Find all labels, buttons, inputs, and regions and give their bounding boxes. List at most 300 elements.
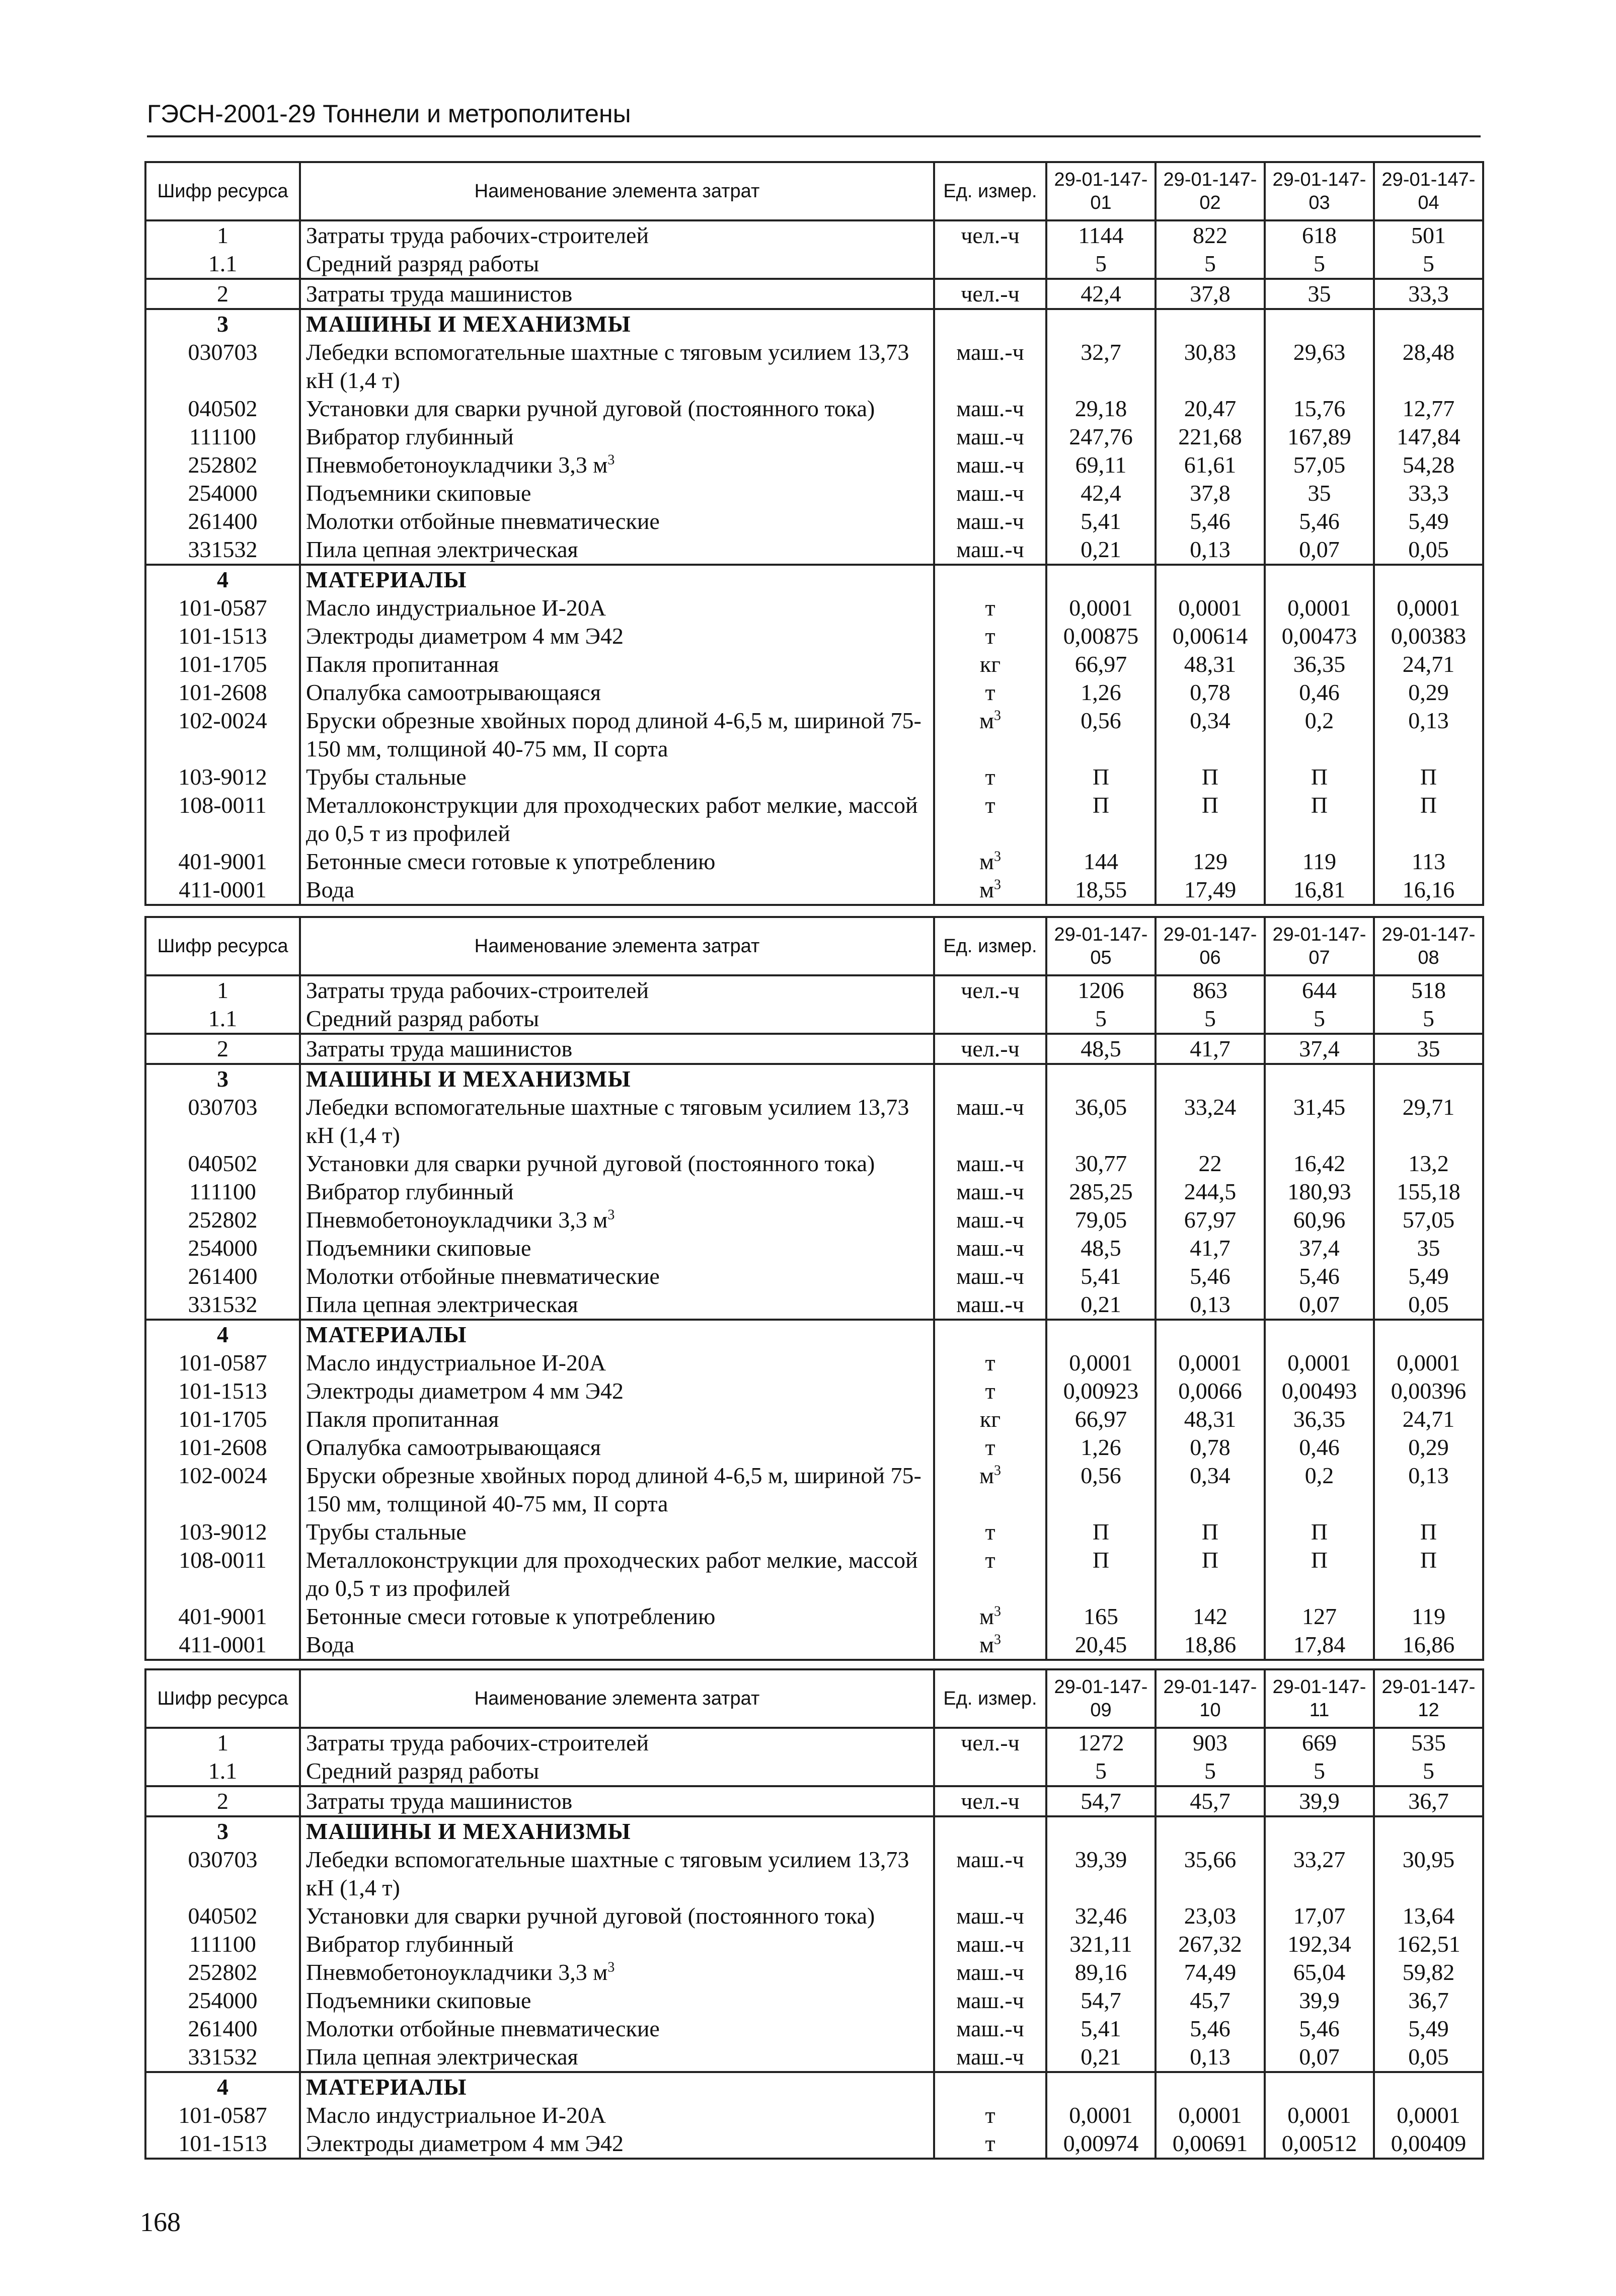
norm-value: [1046, 594, 1156, 622]
unit-text: маш.-ч: [956, 1094, 1024, 1120]
norm-value-text: 669: [1302, 1730, 1337, 1755]
norm-value-text: 57,05: [1293, 452, 1346, 478]
norm-value-text: 165: [1084, 1603, 1118, 1629]
norm-value: [1046, 507, 1156, 535]
col-header-unit: Ед. измер.: [934, 162, 1046, 220]
norm-value: [1046, 1986, 1156, 2015]
unit-text: чел.-ч: [961, 1788, 1020, 1814]
unit: [934, 565, 1046, 594]
norm-value: [1156, 1846, 1265, 1902]
norm-value: [1374, 678, 1483, 707]
norm-value-text: 0,00493: [1281, 1378, 1357, 1404]
norm-value: [1046, 1234, 1156, 1262]
resource-code-text: 401-9001: [178, 1603, 267, 1629]
norm-value-text: 5,46: [1190, 2016, 1230, 2041]
norm-value: [1374, 975, 1483, 1005]
norm-value-text: П: [1092, 1519, 1110, 1545]
norm-value: [1265, 763, 1374, 791]
norm-value: [1156, 1064, 1265, 1093]
norm-value: [1046, 1064, 1156, 1093]
norm-value-text: 89,16: [1074, 1959, 1127, 1985]
resource-code-text: 3: [217, 311, 228, 337]
norm-value: [1374, 507, 1483, 535]
resource-name: [300, 763, 934, 791]
table-row: [145, 1546, 1483, 1602]
norm-value: [1265, 535, 1374, 565]
resource-name-text: МАШИНЫ И МЕХАНИЗМЫ: [306, 1818, 631, 1844]
unit: [934, 1433, 1046, 1462]
resource-name-text: МАТЕРИАЛЫ: [306, 567, 467, 592]
resource-name: [300, 1631, 934, 1660]
resource-name-text: Бруски обрезные хвойных пород длиной 4-6,5 м, шириной 75-150 мм, толщиной 40-75 мм, II сорта: [306, 708, 921, 761]
table-row: [145, 1405, 1483, 1433]
norm-value: [1374, 2015, 1483, 2043]
resource-name: [300, 395, 934, 423]
norm-value-text: 33,24: [1184, 1094, 1237, 1120]
norm-value: [1265, 1518, 1374, 1546]
resource-code-text: 3: [217, 1066, 228, 1092]
norm-value-text: 0,13: [1408, 708, 1449, 733]
resource-code-text: 331532: [188, 1291, 258, 1317]
norm-value: [1374, 1377, 1483, 1405]
norm-value: [1046, 707, 1156, 763]
norm-value: [1265, 2043, 1374, 2072]
norm-value-text: 45,7: [1190, 1788, 1230, 1814]
norm-value: [1046, 2101, 1156, 2129]
norm-value-text: 0,00409: [1391, 2130, 1467, 2156]
norm-value: [1046, 1902, 1156, 1930]
norm-value-text: 29,63: [1293, 339, 1346, 365]
norm-value-text: 0,46: [1299, 1434, 1340, 1460]
norm-value: [1046, 1786, 1156, 1816]
resource-code: [145, 1930, 300, 1958]
resource-code: [145, 1405, 300, 1433]
norm-value-text: 0,13: [1190, 2044, 1230, 2070]
norm-value: [1046, 1150, 1156, 1178]
norm-value-text: 0,00875: [1063, 623, 1139, 649]
resource-name-text: Пила цепная электрическая: [306, 1291, 578, 1317]
resource-code-text: 252802: [188, 1959, 258, 1985]
resource-name: [300, 1093, 934, 1150]
norm-value: [1156, 309, 1265, 338]
resource-code: [145, 791, 300, 848]
resource-code-text: 111100: [189, 424, 256, 449]
resource-code: [145, 1349, 300, 1377]
table-row: [145, 1846, 1483, 1902]
resource-name: [300, 338, 934, 395]
norm-value-text: 79,05: [1074, 1207, 1127, 1233]
resource-name: [300, 1377, 934, 1405]
table-row: [145, 507, 1483, 535]
resource-code-text: 101-1705: [178, 651, 267, 677]
norm-value-text: 5: [1314, 1758, 1325, 1784]
norm-value: [1156, 535, 1265, 565]
unit: [934, 763, 1046, 791]
table-row: [145, 1902, 1483, 1930]
norm-value: [1156, 1602, 1265, 1631]
resource-name: [300, 1757, 934, 1786]
resource-name: [300, 2015, 934, 2043]
norm-value: [1156, 250, 1265, 279]
resource-name-text: Молотки отбойные пневматические: [306, 508, 660, 534]
norm-value-text: 285,25: [1069, 1179, 1133, 1204]
norm-value-text: 0,07: [1299, 1291, 1340, 1317]
resource-code-text: 1.1: [208, 251, 238, 276]
resource-name: [300, 1846, 934, 1902]
resource-name: [300, 309, 934, 338]
resource-code: [145, 707, 300, 763]
unit-text: маш.-ч: [956, 1207, 1024, 1233]
norm-value-text: 167,89: [1287, 424, 1351, 449]
norm-value: [1156, 2101, 1265, 2129]
norm-value-text: 5: [1095, 1758, 1107, 1784]
norm-value-text: П: [1420, 792, 1437, 818]
resource-code-text: 261400: [188, 2016, 258, 2041]
resource-code-text: 101-0587: [178, 595, 267, 621]
resource-name-text: Пакля пропитанная: [306, 651, 499, 677]
norm-value-text: 54,7: [1081, 1987, 1121, 2013]
norm-value: [1046, 565, 1156, 594]
resource-code: [145, 1234, 300, 1262]
resource-name: [300, 250, 934, 279]
norm-value: [1374, 2072, 1483, 2101]
resource-name-text: Бетонные смеси готовые к употреблению: [306, 849, 716, 874]
norm-value-text: 65,04: [1293, 1959, 1346, 1985]
norm-value-text: 37,8: [1190, 480, 1230, 506]
norm-value: [1265, 650, 1374, 678]
resource-name: [300, 2129, 934, 2159]
norm-value: [1374, 2101, 1483, 2129]
norm-value: [1374, 220, 1483, 250]
resource-name-text: Затраты труда машинистов: [306, 1036, 573, 1061]
norm-value-text: 0,34: [1190, 1463, 1230, 1488]
unit: [934, 1290, 1046, 1320]
norm-value: [1156, 1290, 1265, 1320]
unit: [934, 678, 1046, 707]
resource-name: [300, 848, 934, 876]
unit: [934, 423, 1046, 451]
resource-name: [300, 1178, 934, 1206]
norm-value-text: 48,5: [1081, 1235, 1121, 1261]
resource-code: [145, 1786, 300, 1816]
norm-value: [1265, 1786, 1374, 1816]
unit-text: маш.-ч: [956, 1151, 1024, 1176]
norm-value-text: 5,41: [1081, 508, 1121, 534]
table-row: [145, 1005, 1483, 1034]
table-row: [145, 1377, 1483, 1405]
norm-value-text: 30,83: [1184, 339, 1237, 365]
norm-value-text: 0,0001: [1069, 1350, 1133, 1375]
norm-value-text: 29,71: [1402, 1094, 1455, 1120]
resource-name-text: Трубы стальные: [306, 764, 467, 790]
resource-code-text: 103-9012: [178, 764, 267, 790]
norm-value: [1046, 876, 1156, 905]
unit: [934, 1093, 1046, 1150]
norm-value: [1046, 1262, 1156, 1290]
table-row: [145, 1150, 1483, 1178]
norm-value-text: 518: [1411, 977, 1446, 1003]
norm-value-text: 28,48: [1402, 339, 1455, 365]
resource-code: [145, 1377, 300, 1405]
unit-text: м: [979, 877, 994, 902]
resource-code-text: 101-2608: [178, 1434, 267, 1460]
norm-value: [1046, 451, 1156, 479]
norm-value-text: 5: [1423, 1758, 1434, 1784]
resource-code-text: 4: [217, 1322, 228, 1347]
unit-text: маш.-ч: [956, 339, 1024, 365]
norm-value-text: 59,82: [1402, 1959, 1455, 1985]
unit-text: маш.-ч: [956, 508, 1024, 534]
norm-value-text: 35: [1307, 480, 1331, 506]
unit-text: м: [979, 849, 994, 874]
norm-value-text: 30,95: [1402, 1847, 1455, 1872]
norm-value-text: 119: [1302, 849, 1337, 874]
resource-name-text: Подъемники скиповые: [306, 1987, 531, 2013]
unit-text: т: [985, 1378, 995, 1404]
resource-code-text: 1.1: [208, 1758, 238, 1784]
resource-code-text: 101-1513: [178, 1378, 267, 1404]
norm-value-text: 36,7: [1408, 1987, 1449, 2013]
norm-value: [1265, 2072, 1374, 2101]
norm-value-text: 0,2: [1304, 1463, 1334, 1488]
resource-code: [145, 622, 300, 650]
unit-text: т: [985, 1547, 995, 1573]
resource-name: [300, 2043, 934, 2072]
unit: [934, 1150, 1046, 1178]
norm-value-text: 32,7: [1081, 339, 1121, 365]
unit: [934, 848, 1046, 876]
norm-value: [1046, 1602, 1156, 1631]
norm-value: [1374, 250, 1483, 279]
table-row: [145, 2101, 1483, 2129]
resource-name-text: Пневмобетоноукладчики 3,3 м: [306, 1207, 608, 1233]
col-header-norm-code: 29-01-147-08: [1374, 917, 1483, 975]
table-row: [145, 1290, 1483, 1320]
table-row: [145, 1462, 1483, 1518]
col-header-name: Наименование элемента затрат: [300, 162, 934, 220]
norm-value: [1156, 1631, 1265, 1660]
norm-value: [1265, 1150, 1374, 1178]
norm-value-text: 33,3: [1408, 480, 1449, 506]
resource-code: [145, 1206, 300, 1234]
norm-value-text: 5,49: [1408, 2016, 1449, 2041]
resource-code: [145, 2101, 300, 2129]
resource-code-text: 254000: [188, 1235, 258, 1261]
norm-value-text: 35: [1417, 1036, 1440, 1061]
resource-code: [145, 1262, 300, 1290]
superscript: 3: [994, 1603, 1002, 1620]
norm-value-text: 16,42: [1293, 1151, 1346, 1176]
norm-value-text: 39,9: [1299, 1788, 1340, 1814]
col-header-name: Наименование элемента затрат: [300, 917, 934, 975]
unit-text: м: [979, 1632, 994, 1657]
unit-text: т: [985, 623, 995, 649]
norm-value-text: 5: [1204, 1006, 1216, 1031]
resource-code-text: 101-2608: [178, 679, 267, 705]
norm-value: [1374, 876, 1483, 905]
norm-value: [1046, 975, 1156, 1005]
table-row: [145, 1262, 1483, 1290]
unit: [934, 479, 1046, 507]
superscript: 3: [607, 1207, 615, 1223]
resource-code-text: 1: [217, 1730, 228, 1755]
resource-code: [145, 1631, 300, 1660]
norm-value: [1156, 1986, 1265, 2015]
norm-value: [1374, 395, 1483, 423]
norm-value: [1156, 395, 1265, 423]
resource-code: [145, 1034, 300, 1064]
norm-value: [1265, 1728, 1374, 1757]
norm-value-text: 69,11: [1075, 452, 1127, 478]
norm-value-text: 18,55: [1074, 877, 1127, 902]
table-row: [145, 678, 1483, 707]
table-row: [145, 1757, 1483, 1786]
resource-code: [145, 1178, 300, 1206]
norm-value: [1265, 1405, 1374, 1433]
resource-code: [145, 1816, 300, 1846]
norm-value-text: 0,78: [1190, 1434, 1230, 1460]
norm-value: [1156, 707, 1265, 763]
resource-code: [145, 975, 300, 1005]
norm-value: [1265, 1602, 1374, 1631]
norm-value: [1046, 479, 1156, 507]
norm-value-text: П: [1420, 1547, 1437, 1573]
norm-value-text: 36,35: [1293, 651, 1346, 677]
norm-value-text: 5,46: [1299, 1263, 1340, 1289]
norm-value: [1265, 791, 1374, 848]
norm-value: [1156, 220, 1265, 250]
norm-value: [1374, 1986, 1483, 2015]
unit: [934, 309, 1046, 338]
col-header-norm-code: 29-01-147-04: [1374, 162, 1483, 220]
norm-value: [1046, 622, 1156, 650]
norm-value: [1374, 1786, 1483, 1816]
norm-value: [1046, 1206, 1156, 1234]
resource-name: [300, 1005, 934, 1034]
resource-name-text: Средний разряд работы: [306, 251, 540, 276]
norm-value: [1156, 650, 1265, 678]
table-row: [145, 791, 1483, 848]
resource-name-text: Подъемники скиповые: [306, 1235, 531, 1261]
norm-value: [1265, 1034, 1374, 1064]
table-row: [145, 451, 1483, 479]
norm-value-text: 0,07: [1299, 2044, 1340, 2070]
resource-name: [300, 1930, 934, 1958]
norm-value-text: 0,2: [1304, 708, 1334, 733]
table-row: [145, 279, 1483, 309]
unit: [934, 650, 1046, 678]
norm-value: [1156, 1728, 1265, 1757]
resource-name: [300, 1786, 934, 1816]
norm-value-text: 61,61: [1184, 452, 1237, 478]
norm-value: [1156, 1902, 1265, 1930]
norm-value: [1046, 1518, 1156, 1546]
resource-code: [145, 1902, 300, 1930]
unit-text: маш.-ч: [956, 1179, 1024, 1204]
resource-code: [145, 250, 300, 279]
norm-value-text: 23,03: [1184, 1903, 1237, 1929]
resource-code-text: 101-1513: [178, 2130, 267, 2156]
norm-value-text: 129: [1193, 849, 1227, 874]
norm-value-text: 0,0001: [1178, 595, 1242, 621]
norm-value: [1265, 1206, 1374, 1234]
norm-value: [1265, 678, 1374, 707]
unit: [934, 535, 1046, 565]
unit-text: чел.-ч: [961, 1730, 1020, 1755]
norm-value: [1265, 1462, 1374, 1518]
col-header-norm-code: 29-01-147-10: [1156, 1669, 1265, 1728]
norm-value: [1265, 309, 1374, 338]
resource-code: [145, 1064, 300, 1093]
norm-value: [1265, 1349, 1374, 1377]
unit-text: т: [985, 2130, 995, 2156]
norm-value: [1156, 1958, 1265, 1986]
norm-value: [1265, 338, 1374, 395]
norm-value-text: 74,49: [1184, 1959, 1237, 1985]
resource-code: [145, 848, 300, 876]
norm-value: [1156, 1757, 1265, 1786]
norm-value-text: 32,46: [1074, 1903, 1127, 1929]
col-header-norm-code: 29-01-147-01: [1046, 162, 1156, 220]
superscript: 3: [994, 708, 1002, 724]
resource-code-text: 2: [217, 281, 228, 307]
norm-value-text: 1144: [1078, 222, 1124, 248]
norm-value: [1374, 1433, 1483, 1462]
norm-value: [1046, 2015, 1156, 2043]
resource-name-text: Масло индустриальное И-20А: [306, 1350, 606, 1375]
unit: [934, 1757, 1046, 1786]
resource-code: [145, 395, 300, 423]
norm-value: [1046, 1816, 1156, 1846]
norm-value: [1156, 1546, 1265, 1602]
norm-value-text: 244,5: [1184, 1179, 1237, 1204]
norm-value: [1156, 1930, 1265, 1958]
resource-code: [145, 279, 300, 309]
resource-code-text: 254000: [188, 1987, 258, 2013]
resource-name: [300, 1816, 934, 1846]
norm-value-text: 180,93: [1287, 1179, 1351, 1204]
norm-value-text: 5,41: [1081, 2016, 1121, 2041]
norm-value: [1156, 1786, 1265, 1816]
norm-value: [1265, 1816, 1374, 1846]
unit-text: маш.-ч: [956, 1959, 1024, 1985]
norm-value: [1156, 975, 1265, 1005]
norm-value-text: 39,9: [1299, 1987, 1340, 2013]
resource-code-text: 108-0011: [179, 792, 267, 818]
table-row: [145, 848, 1483, 876]
table-row: [145, 395, 1483, 423]
norm-value: [1374, 279, 1483, 309]
norm-value-text: 1,26: [1081, 1434, 1121, 1460]
resource-code-text: 261400: [188, 508, 258, 534]
resource-code-text: 252802: [188, 1207, 258, 1233]
norm-value-text: 20,45: [1074, 1632, 1127, 1657]
norm-value: [1374, 1262, 1483, 1290]
resource-name: [300, 650, 934, 678]
table-row: [145, 876, 1483, 905]
norm-value: [1265, 2101, 1374, 2129]
unit-text: м: [979, 708, 994, 733]
norm-value-text: 0,00614: [1172, 623, 1248, 649]
norm-value: [1374, 1206, 1483, 1234]
unit: [934, 876, 1046, 905]
resource-code-text: 040502: [188, 1903, 258, 1929]
norm-value: [1156, 1262, 1265, 1290]
norm-value: [1046, 1034, 1156, 1064]
resource-name: [300, 1986, 934, 2015]
resource-name-text: Бруски обрезные хвойных пород длиной 4-6,5 м, шириной 75-150 мм, толщиной 40-75 мм, II сорта: [306, 1463, 921, 1516]
norm-value-text: 66,97: [1074, 651, 1127, 677]
